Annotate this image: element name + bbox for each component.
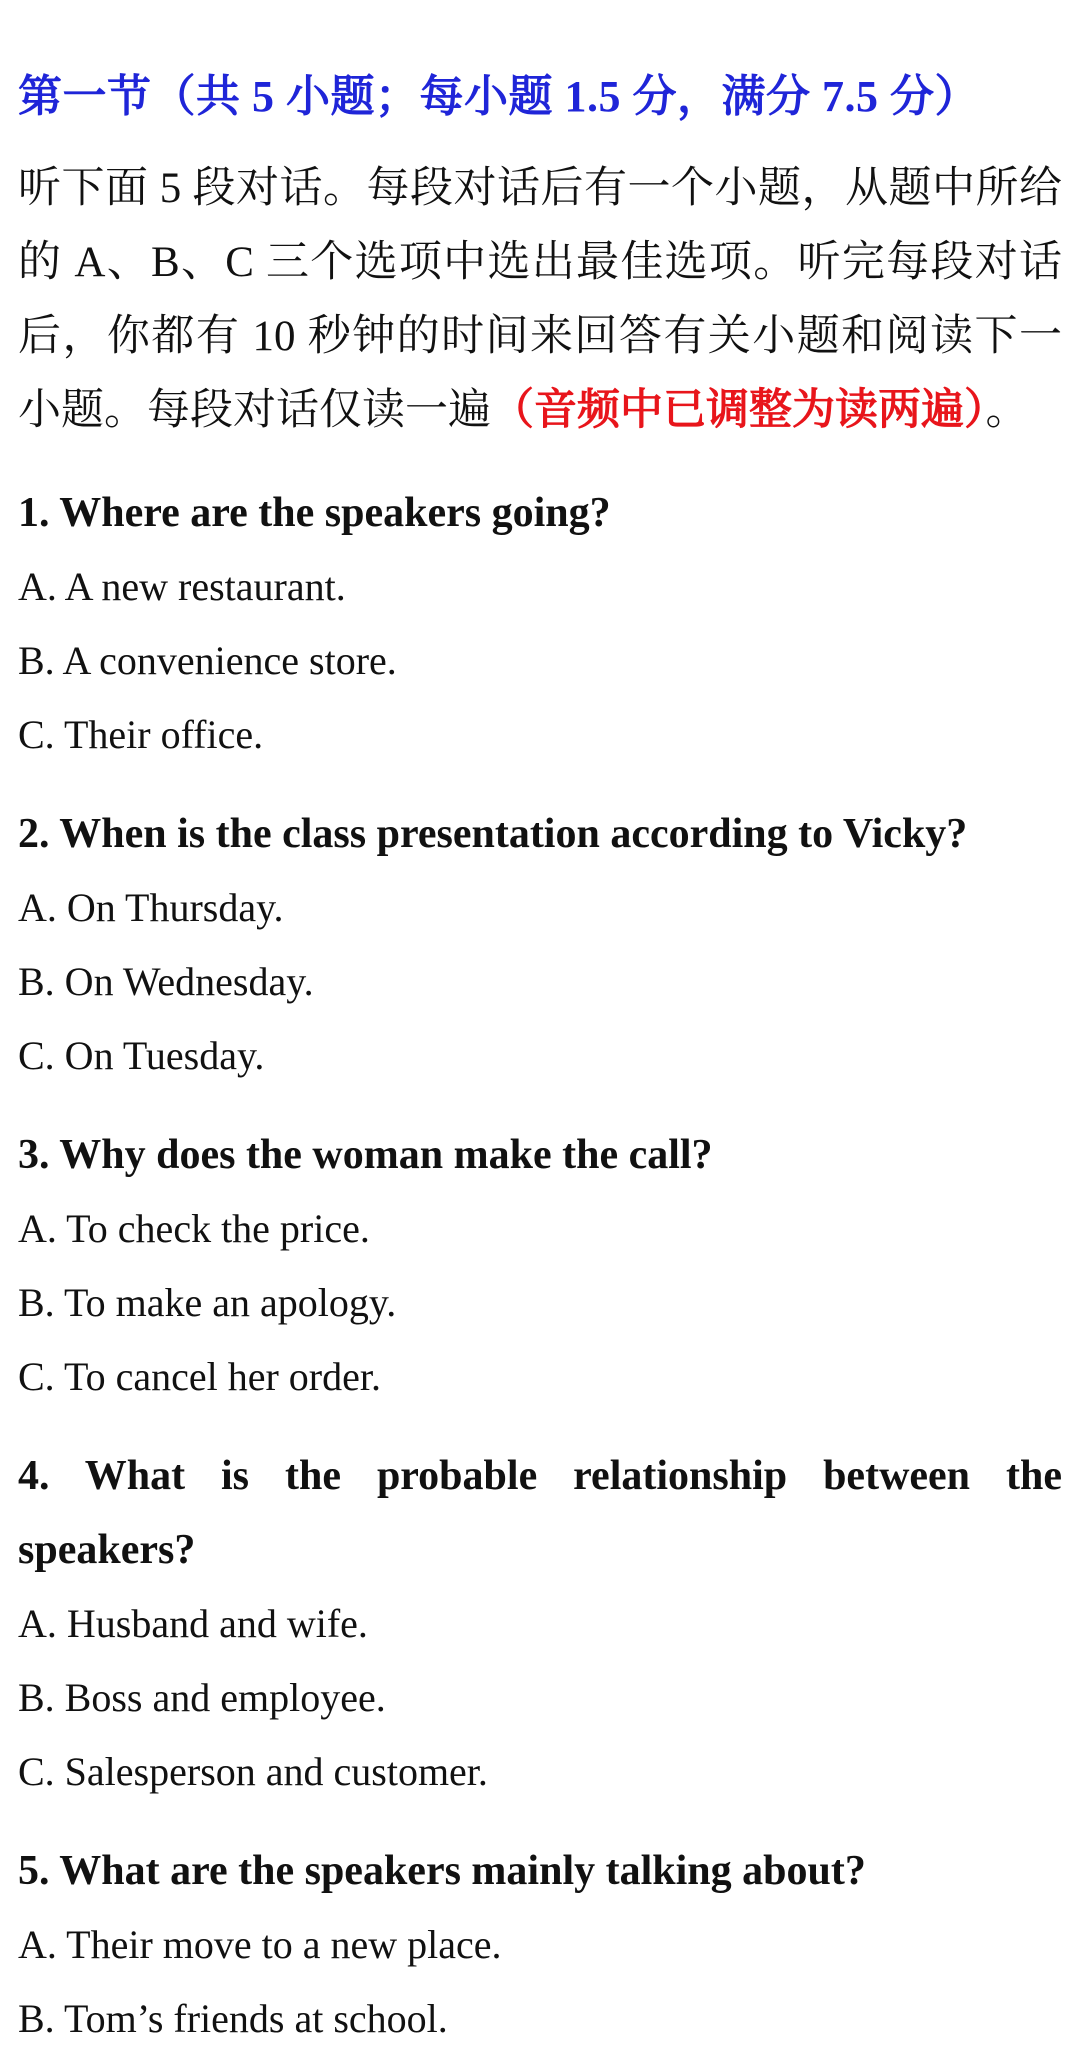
- question-2-option-b: B. On Wednesday.: [18, 959, 314, 1004]
- question-2-title: 2. When is the class presentation according to Vicky?: [18, 811, 968, 857]
- question-2-option-a: A. On Thursday.: [18, 885, 284, 930]
- question-5-option-a: A. Their move to a new place.: [18, 1922, 502, 1967]
- question-1-option-a: A. A new restaurant.: [18, 564, 346, 609]
- instructions-end: 。: [985, 387, 1029, 434]
- instructions-text: 听下面 5 段对话。每段对话后有一个小题，从题中所给的 A、B、C 三个选项中选出最佳选项。听完每段对话后，你都有 10 秒钟的时间来回答有关小题和阅读下一小题。每段对话仅读一遍: [18, 165, 1062, 434]
- question-3-option-b: B. To make an apology.: [18, 1280, 397, 1325]
- question-4-option-b: B. Boss and employee.: [18, 1675, 386, 1720]
- question-3-title: 3. Why does the woman make the call?: [18, 1132, 713, 1178]
- section-title: 第一节（共 5 小题；每小题 1.5 分，满分 7.5 分）: [18, 72, 979, 121]
- instructions-paragraph: [18, 152, 1062, 448]
- question-1-option-b: B. A convenience store.: [18, 638, 397, 683]
- audio-note: （音频中已调整为读两遍）: [491, 387, 986, 434]
- question-5-title: 5. What are the speakers mainly talking about?: [18, 1848, 866, 1894]
- question-4-option-c: C. Salesperson and customer.: [18, 1749, 488, 1794]
- question-5-option-b: B. Tom’s friends at school.: [18, 1996, 448, 2041]
- question-4-title: 4. What is the probable relationship between the speakers?: [18, 1453, 1062, 1573]
- question-2-option-c: C. On Tuesday.: [18, 1033, 265, 1078]
- question-3-option-a: A. To check the price.: [18, 1206, 370, 1251]
- question-1-title: 1. Where are the speakers going?: [18, 490, 611, 536]
- question-1-option-c: C. Their office.: [18, 712, 264, 757]
- question-3-option-c: C. To cancel her order.: [18, 1354, 381, 1399]
- question-4-option-a: A. Husband and wife.: [18, 1601, 368, 1646]
